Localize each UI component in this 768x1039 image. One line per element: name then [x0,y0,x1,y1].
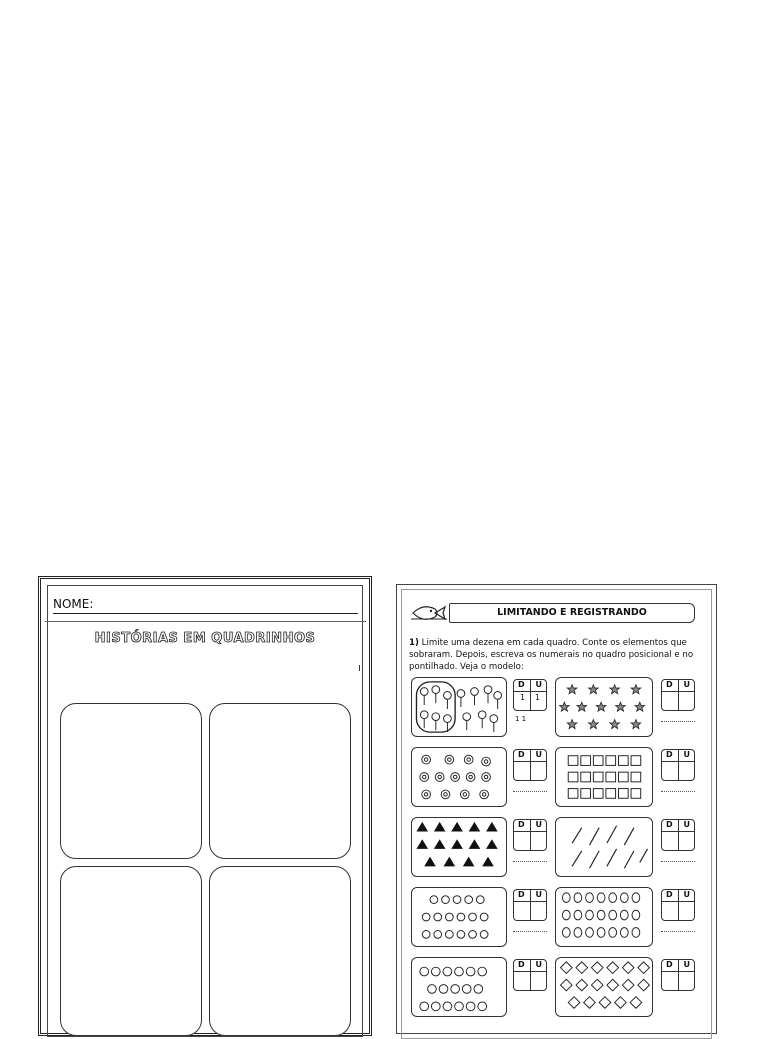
place-value-box[interactable] [661,819,695,851]
worksheet-title: HISTÓRIAS EM QUADRINHOS [94,631,316,646]
flower-group [411,887,507,947]
tens-header: D [666,960,673,969]
banner-title: LIMITANDO E REGISTRANDO [449,603,695,623]
place-value-box[interactable] [513,749,547,781]
units-header: U [535,890,542,899]
tens-header: D [666,820,673,829]
tens-header: D [666,680,673,689]
dotted-line[interactable] [661,931,695,932]
tens-header: D [518,750,525,759]
fish-icon [409,599,449,625]
dotted-answer: 1 1 [515,715,527,723]
apple-group [411,957,507,1017]
place-value-box[interactable] [661,889,695,921]
instruction-text: Limite uma dezena em cada quadro. Conte os elementos que sobraram. Depois, escreva os numerais no quadro posicional e no pontilhado. Veja o modelo: [409,638,694,672]
place-value-box[interactable] [661,959,695,991]
name-label: NOME: [53,597,94,611]
units-header: U [535,680,542,689]
candy-icons [412,748,506,806]
tens-header: D [518,820,525,829]
lollipop-icons [412,678,506,736]
units-value: 1 [534,693,540,702]
dotted-line[interactable] [661,791,695,792]
margin-mark [359,665,360,671]
square-icons [556,748,652,806]
place-value-box[interactable] [661,679,695,711]
place-value-box[interactable] [513,959,547,991]
exercise-row-4 [411,887,701,951]
instructions [409,637,703,673]
exercise-row-3 [411,817,701,881]
place-value-box[interactable] [661,749,695,781]
math-worksheet [396,584,717,1034]
lollipop-group [411,677,507,737]
apple-icons [412,958,506,1016]
dotted-line[interactable] [661,721,695,722]
place-value-box[interactable] [513,889,547,921]
units-header: U [535,750,542,759]
units-header: U [683,750,690,759]
exercise-row-2 [411,747,701,811]
place-value-box[interactable] [513,819,547,851]
balloon-group [555,887,653,947]
units-header: U [535,820,542,829]
candy-group [411,747,507,807]
tens-header: D [518,680,525,689]
tens-header: D [666,890,673,899]
dotted-line[interactable] [513,791,547,792]
pencil-group [555,817,653,877]
triangle-icons [412,818,506,876]
balloon-icons [556,888,652,946]
dotted-line[interactable] [513,861,547,862]
comic-panel-1[interactable] [60,703,202,859]
tens-header: D [518,960,525,969]
instruction-number: 1) [409,638,419,648]
comic-panel-4[interactable] [209,866,351,1036]
dotted-line[interactable] [661,861,695,862]
pencil-icons [556,818,652,876]
kite-group [555,957,653,1017]
tens-value: 1 [520,693,526,702]
dotted-line[interactable] [513,931,547,932]
exercise-row-5 [411,957,701,1021]
place-value-box[interactable] [513,679,547,711]
triangle-group [411,817,507,877]
units-header: U [683,960,690,969]
square-group [555,747,653,807]
flower-icons [412,888,506,946]
star-icons [556,678,652,736]
units-header: U [683,680,690,689]
units-header: U [535,960,542,969]
tens-header: D [666,750,673,759]
comic-panel-3[interactable] [60,866,202,1036]
star-group [555,677,653,737]
comic-worksheet [38,576,372,1036]
comic-panel-2[interactable] [209,703,351,859]
name-field[interactable] [53,597,358,614]
tens-header: D [518,890,525,899]
units-header: U [683,890,690,899]
units-header: U [683,820,690,829]
exercise-row-1 [411,677,701,741]
kite-icons [556,958,652,1016]
